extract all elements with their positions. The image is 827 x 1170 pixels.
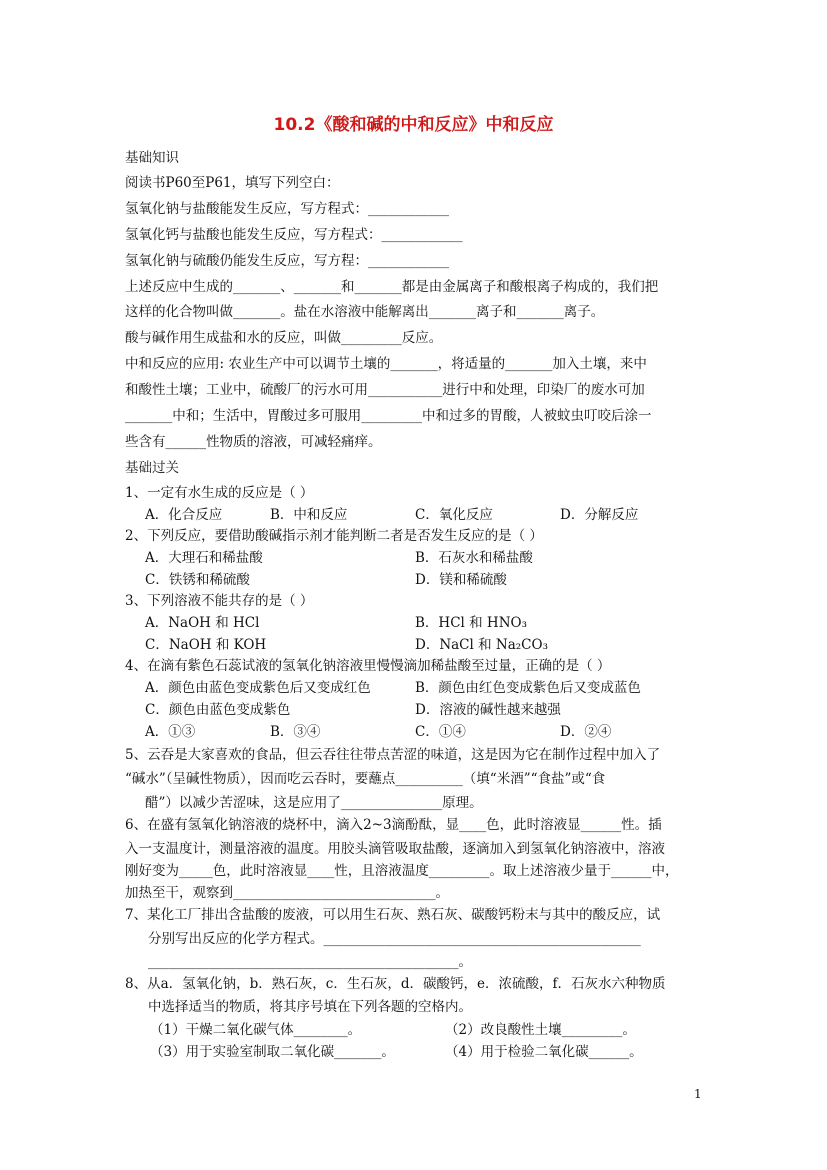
section-heading-basic-test: 基础过关 <box>125 460 179 476</box>
option: C．NaOH 和 KOH <box>145 637 267 653</box>
page-title: 10.2《酸和碱的中和反应》中和反应 <box>273 115 554 135</box>
text-line: 酸与碱作用生成盐和水的反应，叫做_________反应。 <box>125 330 443 346</box>
option: A．NaOH 和 HCl <box>145 615 260 631</box>
option: A．化合反应 <box>145 507 223 523</box>
option: C．①④ <box>415 724 466 740</box>
question-7: 7、某化工厂排出含盐酸的废液，可以用生石灰、熟石灰、碳酸钙粉末与其中的酸反应，试 <box>125 907 661 923</box>
text-line: 刚好变为_____色，此时溶液显____性，且溶液温度_________。取上述溶液少量于______中， <box>125 863 679 879</box>
option: B．石灰水和稀盐酸 <box>415 550 533 566</box>
text-line: 阅读书P60至P61，填写下列空白： <box>125 175 340 191</box>
question-2: 2、下列反应，要借助酸碱指示剂才能判断二者是否发生反应的是（ ） <box>125 528 543 544</box>
option: D．溶液的碱性越来越强 <box>415 702 561 718</box>
option: C．颜色由蓝色变成紫色 <box>145 702 291 718</box>
text-line: “碱水”（呈碱性物质），因而吃云吞时，要蘸点__________（填“米酒”“食盐”或“食 <box>125 771 606 787</box>
option: B．中和反应 <box>270 507 348 523</box>
option: （1）干燥二氧化碳气体________。 <box>150 1022 362 1038</box>
text-line: 这样的化合物叫做_______。盐在水溶液中能解离出_______离子和_______离子。 <box>125 304 605 320</box>
question-5: 5、云吞是大家喜欢的食品，但云吞往往带点苦涩的味道，这是因为它在制作过程中加入了 <box>125 747 661 763</box>
question-6: 6、在盛有氢氧化钠溶液的烧杯中，滴入2~3滴酚酞，显____色，此时溶液显______性。插 <box>125 817 662 833</box>
option: A．大理石和稀盐酸 <box>145 550 263 566</box>
option: C．铁锈和稀硫酸 <box>145 572 250 588</box>
option: A．①③ <box>145 724 196 740</box>
text-line: ______________________________________________。 <box>148 954 472 970</box>
question-3: 3、下列溶液不能共存的是（ ） <box>125 593 314 609</box>
text-line: 氢氧化钙与盐酸也能发生反应，写方程式：____________ <box>125 227 463 243</box>
option: A．颜色由蓝色变成紫色后又变成红色 <box>145 680 371 696</box>
option: D．②④ <box>560 724 612 740</box>
option: D．分解反应 <box>560 507 639 523</box>
question-1: 1、一定有水生成的反应是（ ） <box>125 485 314 501</box>
text-line: 分别写出反应的化学方程式。_______________________________________________ <box>148 931 641 947</box>
text-line: 氢氧化钠与盐酸能发生反应，写方程式：____________ <box>125 201 449 217</box>
text-line: 些含有______性物质的溶液，可减轻痛痒。 <box>125 434 382 450</box>
question-8: 8、从a．氢氧化钠，b．熟石灰，c．生石灰，d．碳酸钙，e．浓硫酸，f．石灰水六种物质 <box>125 976 666 992</box>
text-line: 中选择适当的物质，将其序号填在下列各题的空格内。 <box>148 999 472 1015</box>
option: D．镁和稀硫酸 <box>415 572 507 588</box>
text-line: 中和反应的应用: 农业生产中可以调节土壤的_______，将适量的_______加入土壤，来中 <box>125 356 647 372</box>
text-line: 和酸性土壤；工业中，硫酸厂的污水可用___________进行中和处理，印染厂的废水可加 <box>125 382 645 398</box>
section-heading-basic-knowledge: 基础知识 <box>125 150 179 166</box>
option: （2）改良酸性土壤_________。 <box>445 1022 636 1038</box>
text-line: 上述反应中生成的_______、_______和_______都是由金属离子和酸根离子构成的，我们把 <box>125 279 659 295</box>
option: （4）用于检验二氧化碳______。 <box>445 1044 643 1060</box>
option: B．③④ <box>270 724 321 740</box>
option: B．颜色由红色变成紫色后又变成蓝色 <box>415 680 641 696</box>
text-line: 入一支温度计，测量溶液的温度。用胶头滴管吸取盐酸，逐滴加入到氢氧化钠溶液中，溶液 <box>125 841 665 857</box>
page-number: 1 <box>694 1087 702 1101</box>
option: B．HCl 和 HNO₃ <box>415 615 527 631</box>
text-line: 氢氧化钠与硫酸仍能发生反应，写方程：____________ <box>125 253 449 269</box>
option: （3）用于实验室制取二氧化碳_______。 <box>150 1044 395 1060</box>
text-line: 加热至干，观察到______________________________。 <box>125 885 449 901</box>
option: C．氧化反应 <box>415 507 493 523</box>
text-line: _______中和；生活中，胃酸过多可服用_________中和过多的胃酸，人被蚊虫叮咬后涂一 <box>125 408 652 424</box>
text-line: 醋”）以减少苦涩味，这是应用了_______________原理。 <box>145 795 483 811</box>
question-4: 4、在滴有紫色石蕊试液的氢氧化钠溶液里慢慢滴加稀盐酸至过量，正确的是（ ） <box>125 658 611 674</box>
option: D．NaCl 和 Na₂CO₃ <box>415 637 548 653</box>
